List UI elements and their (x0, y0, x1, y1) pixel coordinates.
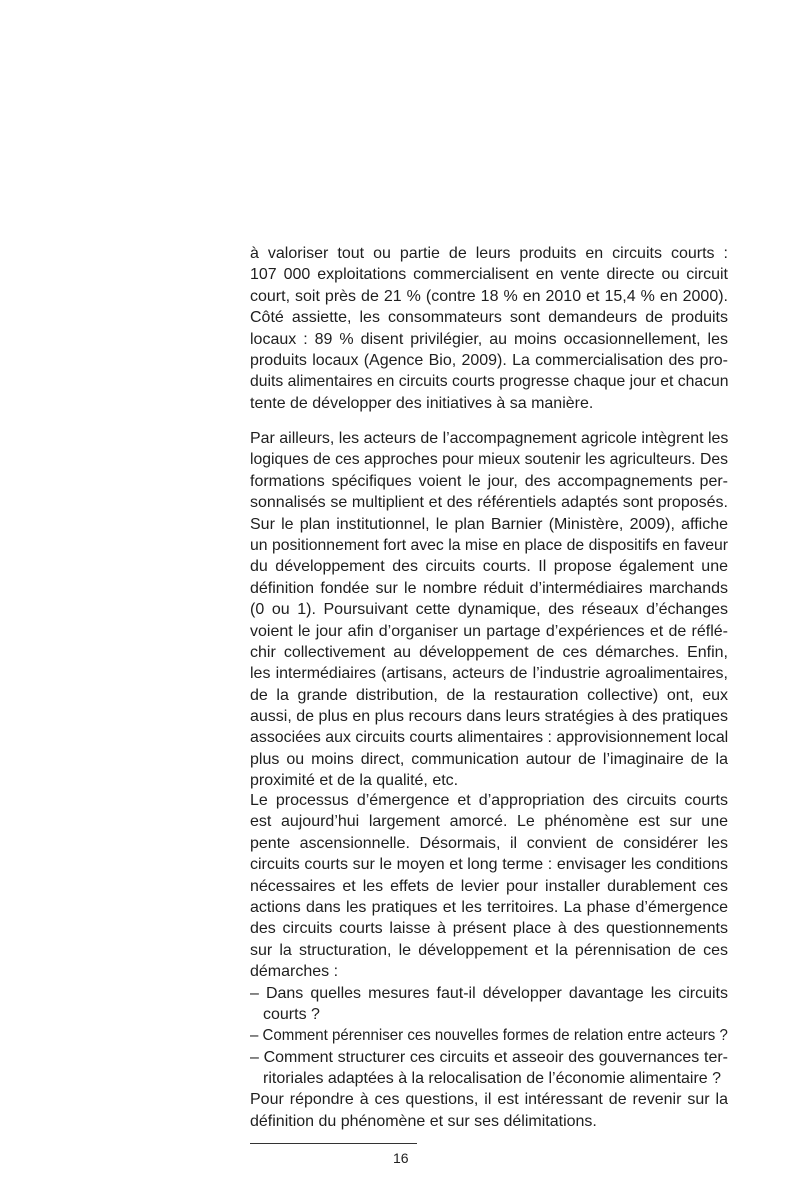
text-line: sur la structuration, le développement et la pérennisation de ces (250, 941, 728, 959)
text-line: de la grande distribution, de la restauration collective) ont, eux (250, 686, 728, 704)
text-line: Le processus d’émergence et d’appropriation des circuits courts (250, 792, 728, 809)
page-number: 16 (393, 1150, 409, 1166)
text-line: Pour répondre à ces questions, il est intéressant de revenir sur la (250, 1091, 728, 1109)
text-line: voient le jour afin d’organiser un partage d’expériences et de réflé- (250, 622, 728, 640)
text-line: circuits courts sur le moyen et long terme : envisager les conditions (250, 856, 728, 874)
text-line: – Comment pérenniser ces nouvelles formes de relation entre acteurs ? (250, 1027, 728, 1045)
text-line: aussi, de plus en plus recours dans leurs stratégies à des pratiques (250, 708, 728, 726)
paragraph-1 (250, 243, 728, 414)
text-line: proximité et de la qualité, etc. (250, 772, 459, 790)
text-line: locaux : 89 % disent privilégier, au moins occasionnellement, les (250, 330, 728, 348)
text-line: plus ou moins direct, communication autour de l’imaginaire de la (250, 750, 728, 768)
text-line: du développement des circuits courts. Il propose également une (250, 558, 728, 576)
text-line: Sur le plan institutionnel, le plan Barnier (Ministère, 2009), affiche (250, 515, 728, 533)
text-line: pente ascensionnelle. Désormais, il convient de considérer les (250, 834, 728, 852)
text-line: tente de développer des initiatives à sa manière. (250, 394, 594, 412)
text-line: définition du phénomène et sur ses délimitations. (250, 1112, 597, 1130)
text-line: 107 000 exploitations commercialisent en vente directe ou circuit (250, 266, 728, 284)
text-line: sonnalisés se multiplient et des référentiels adaptés sont proposés. (250, 494, 728, 512)
text-line: court, soit près de 21 % (contre 18 % en 2010 et 15,4 % en 2000). (250, 287, 728, 305)
text-line: à valoriser tout ou partie de leurs produits en circuits courts : (250, 245, 728, 262)
text-line: duits alimentaires en circuits courts progresse chaque jour et chacun (250, 373, 729, 391)
text-line: – Dans quelles mesures faut-il développer davantage les circuits (250, 984, 728, 1002)
text-line: (0 ou 1). Poursuivant cette dynamique, des réseaux d’échanges (250, 601, 728, 619)
text-line: formations spécifiques voient le jour, des accompagnements per- (250, 472, 728, 490)
paragraph-3 (250, 790, 728, 1132)
text-line: chir collectivement au développement de ces démarches. Enfin, (250, 643, 728, 661)
text-line: actions dans les pratiques et les territoires. La phase d’émergence (250, 898, 728, 916)
text-line: des circuits courts laisse à présent place à des questionnements (250, 920, 728, 938)
text-line: Par ailleurs, les acteurs de l’accompagnement agricole intègrent les (250, 430, 729, 447)
text-line: courts ? (263, 1005, 320, 1023)
text-line: un positionnement fort avec la mise en place de dispositifs en faveur (250, 536, 728, 554)
text-line: – Comment structurer ces circuits et asseoir des gouvernances ter- (250, 1048, 728, 1066)
text-line: nécessaires et les effets de levier pour installer durablement ces (250, 877, 728, 895)
text-line: démarches : (250, 963, 339, 981)
text-line: associées aux circuits courts alimentaires : approvisionnement local (250, 729, 729, 747)
paragraph-2 (250, 428, 728, 792)
text-line: est aujourd’hui largement amorcé. Le phénomène est sur une (250, 813, 728, 831)
text-line: définition fondée sur le nombre réduit d’intermédiaires marchands (250, 579, 728, 597)
text-line: les intermédiaires (artisans, acteurs de l’industrie agroalimentaires, (250, 665, 728, 683)
text-line: produits locaux (Agence Bio, 2009). La commercialisation des pro- (250, 351, 728, 369)
text-line: logiques de ces approches pour mieux soutenir les agriculteurs. Des (250, 451, 728, 469)
text-line: ritoriales adaptées à la relocalisation de l’économie alimentaire ? (263, 1070, 722, 1088)
footer-rule (250, 1143, 417, 1144)
text-line: Côté assiette, les consommateurs sont demandeurs de produits (250, 309, 728, 327)
